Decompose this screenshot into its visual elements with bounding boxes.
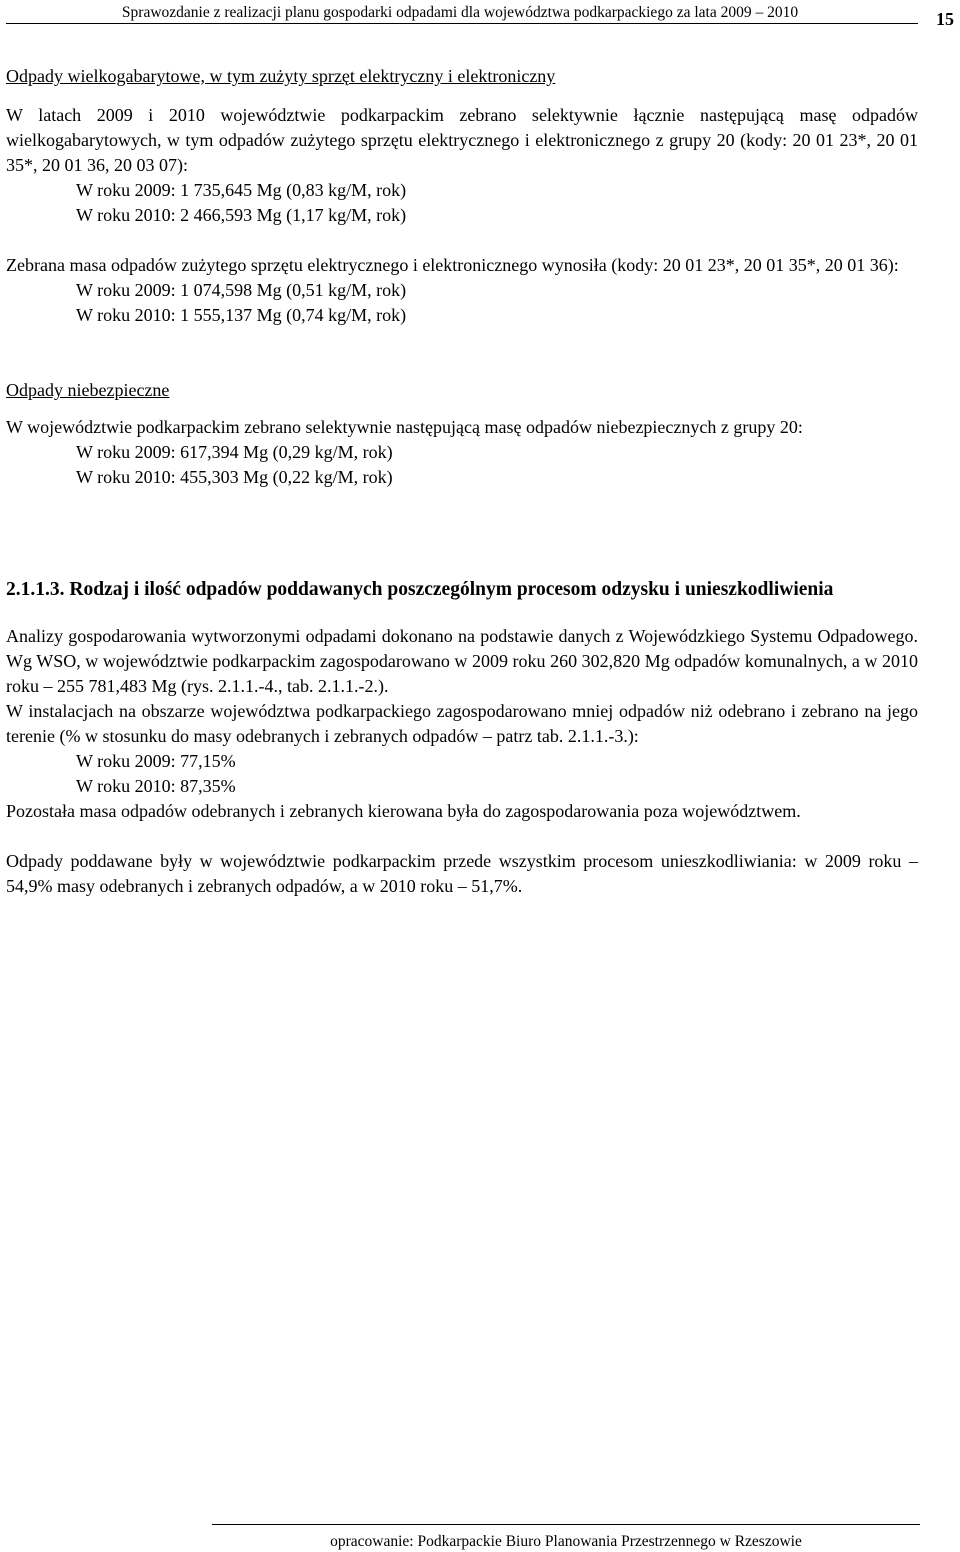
paragraph-hazardous-intro: W województwie podkarpackim zebrano selektywnie następującą masę odpadów niebezpiecznych z grupy 20: [6, 417, 803, 437]
list-item: W roku 2010: 455,303 Mg (0,22 kg/M, rok) [76, 467, 393, 487]
footer-rule [212, 1524, 920, 1525]
paragraph-disposal: Odpady poddawane były w województwie podkarpackim przede wszystkim procesom unieszkodliwiania: w 2009 roku – 54,9% masy odebranych i zebranych odpadów, a w 2010 roku – 51,7%. [6, 851, 918, 896]
installations-values-list [6, 749, 918, 799]
section-bulky-waste [6, 64, 918, 228]
page-footer [0, 1524, 960, 1552]
list-item: W roku 2009: 77,15% [76, 751, 236, 771]
page-number: 15 [936, 9, 954, 29]
list-item: W roku 2009: 1 735,645 Mg (0,83 kg/M, rok) [76, 180, 407, 200]
footer-text: opracowanie: Podkarpackie Biuro Planowania Przestrzennego w Rzeszowie [330, 1533, 802, 1550]
paragraph-analysis: Analizy gospodarowania wytworzonymi odpadami dokonano na podstawie danych z Wojewódzkiego Systemu Odpadowego. Wg WSO, w województwie podkarpackim zagospodarowano w 2009 roku 260 302,820 Mg odpadów komunalnych, a w 2010 roku – 255 781,483 Mg (rys. 2.1.1.-4., tab. 2.1.1.-2.). [6, 626, 918, 696]
hazardous-values-list [6, 440, 918, 490]
weee-values-list [6, 278, 918, 328]
section-2-1-1-3 [6, 576, 918, 899]
page-header [0, 0, 960, 40]
header-title: Sprawozdanie z realizacji planu gospodarki odpadami dla województwa podkarpackiego za lata 2009 – 2010 [121, 4, 799, 21]
section-heading-hazardous: Odpady niebezpieczne [6, 380, 170, 400]
section-weee [6, 253, 918, 328]
header-rule [6, 23, 918, 24]
list-item: W roku 2009: 1 074,598 Mg (0,51 kg/M, rok) [76, 280, 407, 300]
section-heading-2-1-1-3: 2.1.1.3. Rodzaj i ilość odpadów poddawanych poszczególnym procesom odzysku i unieszkodliwienia [6, 579, 834, 600]
document-body [6, 64, 918, 899]
list-item: W roku 2010: 2 466,593 Mg (1,17 kg/M, rok) [76, 205, 407, 225]
paragraph-bulky-intro: W latach 2009 i 2010 województwie podkarpackim zebrano selektywnie łącznie następującą masę odpadów wielkogabarytowych, w tym odpadów zużytego sprzętu elektrycznego i elektronicznego z grupy 20 (kody: 20 01 23*, 20 01 35*, 20 01 36, 20 03 07): [6, 105, 918, 175]
paragraph-installations: W instalacjach na obszarze województwa podkarpackiego zagospodarowano mniej odpadów niż odebrano i zebrano na jego terenie (% w stosunku do masy odebranych i zebranych odpadów – patrz tab. 2.1.1.-3.): [6, 701, 918, 746]
list-item: W roku 2010: 1 555,137 Mg (0,74 kg/M, rok) [76, 305, 407, 325]
section-hazardous-waste [6, 378, 918, 490]
bulky-values-list [6, 178, 918, 228]
paragraph-remaining-mass: Pozostała masa odpadów odebranych i zebranych kierowana była do zagospodarowania poza województwem. [6, 801, 801, 821]
paragraph-weee-intro: Zebrana masa odpadów zużytego sprzętu elektrycznego i elektronicznego wynosiła (kody: 20 01 23*, 20 01 35*, 20 01 36): [6, 255, 899, 275]
list-item: W roku 2010: 87,35% [76, 776, 236, 796]
list-item: W roku 2009: 617,394 Mg (0,29 kg/M, rok) [76, 442, 393, 462]
section-heading-bulky-waste: Odpady wielkogabarytowe, w tym zużyty sprzęt elektryczny i elektroniczny [6, 66, 556, 86]
